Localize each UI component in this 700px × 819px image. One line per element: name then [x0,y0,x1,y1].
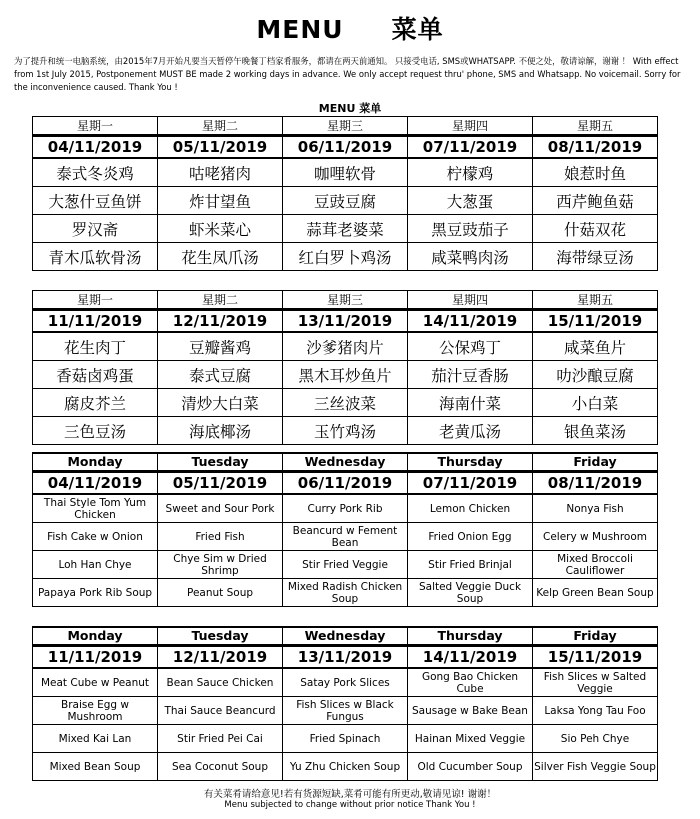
date-row [33,136,658,159]
dish-cell: 大葱什豆鱼饼 [33,187,158,215]
date-cell: 06/11/2019 [283,472,408,495]
dish-cell: Old Cucumber Soup [408,753,533,781]
date-cell: 05/11/2019 [158,136,283,159]
footer-notice-english: Menu subjected to change without prior notice Thank You ! [224,800,476,810]
day-header-cell: 星期二 [158,117,283,136]
dish-row [33,494,658,523]
day-header-cell: 星期三 [283,117,408,136]
day-header-cell: Thursday [408,453,533,472]
dish-cell: 银鱼菜汤 [533,417,658,445]
dish-cell: Nonya Fish [533,494,658,523]
dish-cell: Mixed Kai Lan [33,725,158,753]
dish-cell: Stir Fried Veggie [283,551,408,579]
date-row [33,472,658,495]
date-cell: 07/11/2019 [408,472,533,495]
dish-row [33,551,658,579]
menu-table-week1-chinese [32,116,658,271]
dish-cell: Celery w Mushroom [533,523,658,551]
dish-cell: 清炒大白菜 [158,389,283,417]
dish-cell: 泰式冬炎鸡 [33,158,158,187]
dish-cell: Fried Onion Egg [408,523,533,551]
dish-cell: 娘惹时鱼 [533,158,658,187]
dish-row [33,158,658,187]
dish-cell: 咖哩软骨 [283,158,408,187]
dish-cell: Kelp Green Bean Soup [533,579,658,607]
day-header-cell: Tuesday [158,627,283,646]
dish-cell: 茄汁豆香肠 [408,361,533,389]
dish-cell: 腐皮芥兰 [33,389,158,417]
dish-cell: Laksa Yong Tau Foo [533,697,658,725]
dish-cell: Meat Cube w Peanut [33,668,158,697]
dish-row [33,668,658,697]
day-header-cell: 星期一 [33,117,158,136]
dish-row [33,417,658,445]
day-header-cell: Wednesday [283,453,408,472]
dish-cell: 蒜茸老婆菜 [283,215,408,243]
dish-cell: Salted Veggie Duck Soup [408,579,533,607]
day-header-cell: 星期四 [408,291,533,310]
dish-cell: Stir Fried Pei Cai [158,725,283,753]
date-cell: 14/11/2019 [408,646,533,669]
date-row [33,646,658,669]
dish-cell: Yu Zhu Chicken Soup [283,753,408,781]
dish-cell: Chye Sim w Dried Shrimp [158,551,283,579]
menu-subtitle: MENU 菜单 [318,102,382,115]
dish-row [33,243,658,271]
dish-row [33,215,658,243]
dish-cell: 柠檬鸡 [408,158,533,187]
dish-cell: Bean Sauce Chicken [158,668,283,697]
dish-cell: Peanut Soup [158,579,283,607]
dish-cell: Sausage w Bake Bean [408,697,533,725]
day-header-row [33,291,658,310]
dish-cell: 红白罗卜鸡汤 [283,243,408,271]
date-cell: 15/11/2019 [533,310,658,333]
dish-row [33,361,658,389]
date-cell: 08/11/2019 [533,472,658,495]
day-header-cell: 星期二 [158,291,283,310]
dish-row [33,389,658,417]
dish-cell: Sweet and Sour Pork [158,494,283,523]
dish-row [33,697,658,725]
dish-cell: Fish Slices w Black Fungus [283,697,408,725]
dish-cell: 罗汉斋 [33,215,158,243]
menu-title [0,10,700,46]
dish-cell: Papaya Pork Rib Soup [33,579,158,607]
dish-cell: Silver Fish Veggie Soup [533,753,658,781]
day-header-cell: 星期五 [533,291,658,310]
date-cell: 04/11/2019 [33,136,158,159]
dish-cell: Lemon Chicken [408,494,533,523]
dish-cell: Curry Pork Rib [283,494,408,523]
dish-cell: 豆豉豆腐 [283,187,408,215]
menu-title-zh: 菜单 [391,15,444,44]
dish-cell: 咸菜鸭肉汤 [408,243,533,271]
day-header-cell: 星期四 [408,117,533,136]
dish-cell: 海底椰汤 [158,417,283,445]
date-cell: 04/11/2019 [33,472,158,495]
dish-row [33,753,658,781]
dish-cell: 虾米菜心 [158,215,283,243]
dish-cell: 香菇卤鸡蛋 [33,361,158,389]
date-cell: 13/11/2019 [283,310,408,333]
dish-cell: 黑豆豉茄子 [408,215,533,243]
menu-table-week1-english [32,452,658,607]
day-header-row [33,117,658,136]
dish-cell: 花生肉丁 [33,332,158,361]
dish-cell: 西芹鲍鱼菇 [533,187,658,215]
dish-cell: 三丝波菜 [283,389,408,417]
day-header-cell: Friday [533,627,658,646]
dish-cell: 什菇双花 [533,215,658,243]
day-header-cell: Monday [33,453,158,472]
dish-cell: Loh Han Chye [33,551,158,579]
date-cell: 11/11/2019 [33,310,158,333]
dish-row [33,187,658,215]
dish-cell: Sio Peh Chye [533,725,658,753]
footer-notice-chinese: 有关菜肴请给意见!若有货源短缺,菜肴可能有所更动,敬请见谅! 谢谢！ [203,789,497,800]
date-cell: 06/11/2019 [283,136,408,159]
day-header-cell: 星期三 [283,291,408,310]
date-row [33,310,658,333]
date-cell: 12/11/2019 [158,310,283,333]
dish-cell: 黑木耳炒鱼片 [283,361,408,389]
menu-title-en: MENU [256,15,344,44]
dish-cell: 青木瓜软骨汤 [33,243,158,271]
dish-row [33,579,658,607]
dish-cell: 咸菜鱼片 [533,332,658,361]
dish-cell: Stir Fried Brinjal [408,551,533,579]
day-header-row [33,627,658,646]
dish-cell: Fish Cake w Onion [33,523,158,551]
dish-cell: Beancurd w Fement Bean [283,523,408,551]
dish-cell: 海南什菜 [408,389,533,417]
menu-table-week2-chinese [32,290,658,445]
dish-cell: Hainan Mixed Veggie [408,725,533,753]
day-header-cell: Monday [33,627,158,646]
date-cell: 07/11/2019 [408,136,533,159]
notice-text: 为了提升和统一电脑系统，由2015年7月开始凡要当天暂停午晚餐丁档家肴服务，都请在两天前通知。 只接受电话, SMS或WHATSAPP. 不便之处，敬请谅解，谢谢 ！ With effect from 1st July 2015, Postponement MUST BE made 2 working days in advance. We only accept request thru' phone, SMS and Whatsapp. No voicemail. Sorry for the inconvenience caused. Thank You ! [14,56,681,92]
dish-cell: 小白菜 [533,389,658,417]
dish-row [33,725,658,753]
dish-cell: 咕咾猪肉 [158,158,283,187]
date-cell: 13/11/2019 [283,646,408,669]
day-header-cell: 星期五 [533,117,658,136]
dish-cell: Mixed Bean Soup [33,753,158,781]
dish-cell: 叻沙酿豆腐 [533,361,658,389]
dish-cell: 炸甘望鱼 [158,187,283,215]
dish-cell: Fried Spinach [283,725,408,753]
dish-cell: Fried Fish [158,523,283,551]
date-cell: 08/11/2019 [533,136,658,159]
day-header-cell: Wednesday [283,627,408,646]
dish-cell: 海带绿豆汤 [533,243,658,271]
dish-cell: Thai Style Tom Yum Chicken [33,494,158,523]
dish-cell: Thai Sauce Beancurd [158,697,283,725]
dish-cell: 泰式豆腐 [158,361,283,389]
date-cell: 15/11/2019 [533,646,658,669]
day-header-cell: Tuesday [158,453,283,472]
menu-table-week2-english [32,626,658,781]
day-header-row [33,453,658,472]
dish-cell: 玉竹鸡汤 [283,417,408,445]
date-cell: 12/11/2019 [158,646,283,669]
dish-cell: 公保鸡丁 [408,332,533,361]
dish-cell: 沙爹猪肉片 [283,332,408,361]
dish-cell: 大葱蛋 [408,187,533,215]
dish-cell: 豆瓣酱鸡 [158,332,283,361]
dish-row [33,332,658,361]
day-header-cell: 星期一 [33,291,158,310]
date-cell: 05/11/2019 [158,472,283,495]
day-header-cell: Friday [533,453,658,472]
dish-cell: 花生凤爪汤 [158,243,283,271]
dish-cell: Satay Pork Slices [283,668,408,697]
dish-cell: Sea Coconut Soup [158,753,283,781]
dish-row [33,523,658,551]
date-cell: 11/11/2019 [33,646,158,669]
dish-cell: Gong Bao Chicken Cube [408,668,533,697]
date-cell: 14/11/2019 [408,310,533,333]
dish-cell: 三色豆汤 [33,417,158,445]
dish-cell: Braise Egg w Mushroom [33,697,158,725]
dish-cell: Mixed Radish Chicken Soup [283,579,408,607]
dish-cell: Fish Slices w Salted Veggie [533,668,658,697]
dish-cell: 老黄瓜汤 [408,417,533,445]
dish-cell: Mixed Broccoli Cauliflower [533,551,658,579]
day-header-cell: Thursday [408,627,533,646]
